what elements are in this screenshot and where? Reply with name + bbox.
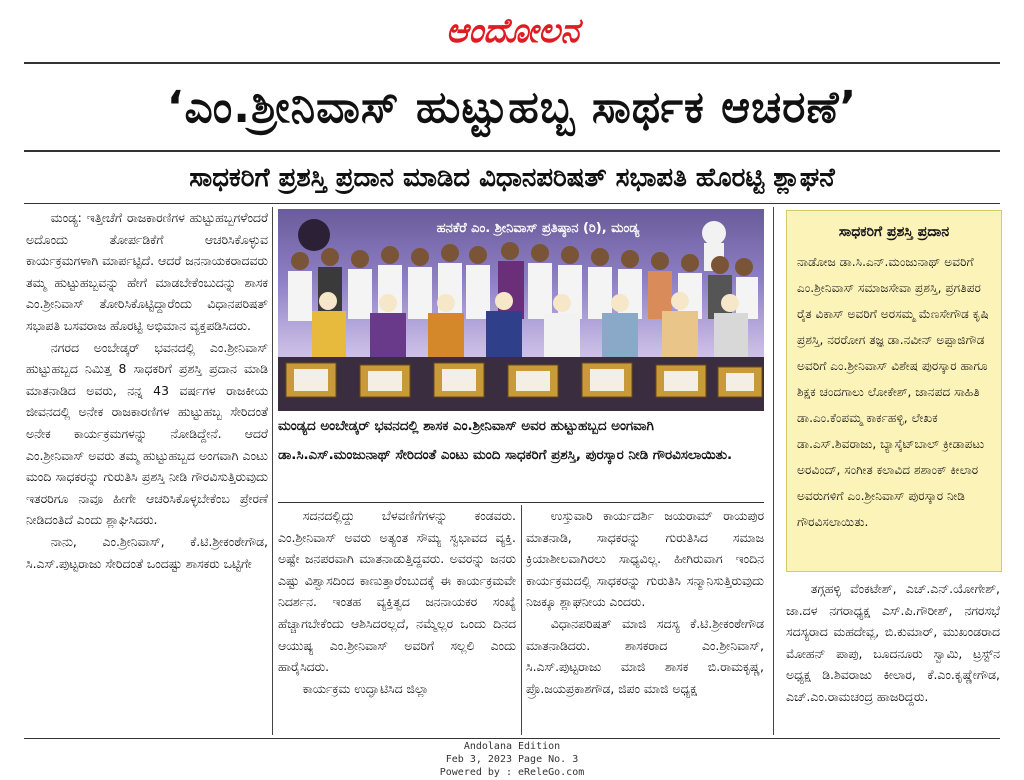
sidebar-title: ಸಾಧಕರಿಗೆ ಪ್ರಶಸ್ತಿ ಪ್ರದಾನ (838, 224, 950, 240)
photo-banner-text: ಹನಕೆರೆ ಎಂ. ಶ್ರೀನಿವಾಸ್ ಪ್ರತಿಷ್ಠಾನ (ರಿ), ಮಂಡ್ಯ (436, 221, 640, 236)
headline-rule (24, 150, 1000, 152)
paragraph: ವಿಧಾನಪರಿಷತ್ ಮಾಜಿ ಸದಸ್ಯ ಕೆ.ಟಿ.ಶ್ರೀಕಂಠೇಗೌಡ ಮಾತನಾಡಿದರು. ಶಾಸಕರಾದ ಎಂ.ಶ್ರೀನಿವಾಸ್, ಸಿ.ಎಸ್.ಪುಟ್ಟರಾಜು ಮಾಜಿ ಶಾಸಕ ಬಿ.ರಾಮಕೃಷ್ಣ, ಪ್ರೊ.ಜಯಪ್ರಕಾಶಗೌಡ, ಜಿಪಂ ಮಾಜಿ ಅಧ್ಯಕ್ಷ (526, 615, 764, 696)
event-photo (278, 209, 764, 411)
edition-date-page: Feb 3, 2023 Page No. 3 (445, 754, 579, 765)
paragraph: ತಗ್ಗಹಳ್ಳಿ ವೆಂಕಟೇಶ್, ಎಚ್.ಎನ್.ಯೋಗೇಶ್, ಜಾ.ದಳ ನಗರಾಧ್ಯಕ್ಷ ಎಸ್.ಪಿ.ಗೌರೀಶ್, ನಗರಸಭೆ ಸದಸ್ಯರಾದ ಮಹದೇವ್ಲ, ಬಿ.ಕುಮಾರ್, ಮುಖಂಡರಾದ ಮೋಹನ್ ಪಾಪು, ಬೂದನೂರು ಸ್ವಾಮಿ, ಟ್ರಸ್ಟ್‌ನ ಅಧ್ಯಕ್ಷ ಡಿ.ಶಿವರಾಜು ಕೀಲಾರ, ಕೆ.ಎಂ.ಕೃಷ್ಣೇಗೌಡ, ಎಚ್.ಎಂ.ರಾಮಚಂದ್ರ ಹಾಜರಿದ್ದರು. (786, 581, 1000, 704)
column-divider (521, 505, 522, 735)
article-column-4 (786, 578, 1000, 735)
sidebar-body: ನಾಡೋಜ ಡಾ.ಸಿ.ಎನ್.ಮಂಜುನಾಥ್ ಅವರಿಗೆ ಎಂ.ಶ್ರೀನಿವಾಸ್ ಸಮಾಜಸೇವಾ ಪ್ರಶಸ್ತಿ, ಪ್ರಗತಿಪರ ರೈತ ವಿಕಾಸ್ ಅವರಿಗೆ ಅರಸಮ್ಮ ಮೆಣಸೇಗೌಡ ಕೃಷಿ ಪ್ರಶಸ್ತಿ, ನರರೋಗ ತಜ್ಞ ಡಾ.ನವೀನ್ ಅಪ್ಪಾಜಿಗೌಡ ಅವರಿಗೆ ಎಂ.ಶ್ರೀನಿವಾಸ್ ವಿಶೇಷ ಪುರಸ್ಕಾರ ಹಾಗೂ ಶಿಕ್ಷಕ ಚಂದಗಾಲು ಲೋಕೇಶ್, ಜಾನಪದ ಸಾಹಿತಿ ಡಾ.ಎಂ.ಕೆಂಪಮ್ಮ ಕಾರ್ಕಹಳ್ಳಿ, ಲೇಖಕ ಡಾ.ಎಸ್.ಶಿವರಾಜು, ಬ್ಯಾಸ್ಕೆಟ್‌ಬಾಲ್ ಕ್ರೀಡಾಪಟು ಅರವಿಂದ್, ಸಂಗೀತ ಕಲಾವಿದ ಶಶಾಂಕ್ ಕೀಲಾರ ಅವರುಗಳಿಗೆ ಎಂ.ಶ್ರೀನಿವಾಸ್ ಪುರಸ್ಕಾರ ನೀಡಿ ಗೌರವಿಸಲಾಯಿತು. (797, 255, 989, 529)
award-ceremony-illustration (278, 209, 764, 411)
photo-caption: ಮಂಡ್ಯದ ಅಂಬೇಡ್ಕರ್ ಭವನದಲ್ಲಿ ಶಾಸಕ ಎಂ.ಶ್ರೀನಿವಾಸ್ ಅವರ ಹುಟ್ಟುಹಬ್ಬದ ಅಂಗವಾಗಿ ಡಾ.ಸಿ.ಎಸ್.ಮಂಜುನಾಥ್ ಸೇರಿದಂತೆ ಎಂಟು ಮಂದಿ ಸಾಧಕರಿಗೆ ಪ್ರಶಸ್ತಿ, ಪುರಸ್ಕಾರ ನೀಡಿ ಗೌರವಿಸಲಾಯಿತು. (278, 419, 733, 463)
article-column-1 (26, 207, 268, 734)
page-footer (0, 740, 1024, 780)
headline: ‘ಎಂ.ಶ್ರೀನಿವಾಸ್ ಹುಟ್ಟುಹಬ್ಬ ಸಾರ್ಥಕ ಆಚರಣೆ’ (166, 82, 858, 133)
column-divider (272, 207, 273, 735)
subheadline: ಸಾಧಕರಿಗೆ ಪ್ರಶಸ್ತಿ ಪ್ರದಾನ ಮಾಡಿದ ವಿಧಾನಪರಿಷತ್ ಸಭಾಪತಿ ಹೊರಟ್ಟಿ ಶ್ಲಾಘನೆ (189, 163, 835, 193)
top-rule (24, 62, 1000, 64)
powered-by-text: Powered by : eReleGo.com (439, 767, 585, 778)
edition-name: Andolana Edition (463, 741, 561, 752)
article-column-3 (526, 505, 764, 735)
paragraph: ನಾನು, ಎಂ.ಶ್ರೀನಿವಾಸ್, ಕೆ.ಟಿ.ಶ್ರೀಕಂಠೇಗೌಡ, ಸಿ.ಎಸ್.ಪುಟ್ಟರಾಜು ಸೇರಿದಂತೆ ಒಂದಷ್ಟು ಶಾಸಕರು ಒಟ್ಟಿಗೇ (26, 533, 268, 571)
awards-sidebar-box (786, 210, 1002, 572)
andolana-logo: ಆಂದೋಲನ (445, 11, 580, 51)
paragraph: ಕಾರ್ಯಕ್ರಮ ಉದ್ಘಾಟಿಸಿದ ಜಿಲ್ಲಾ (302, 680, 429, 696)
subheadline-rule (24, 203, 1000, 204)
caption-rule (278, 502, 764, 503)
paragraph: ಮಂಡ್ಯ: ಇತ್ತೀಚೆಗೆ ರಾಜಕಾರಣಿಗಳ ಹುಟ್ಟುಹಬ್ಬಗಳೆಂದರೆ ಅದೊಂದು ತೋರ್ಪಡಿಕೆಗೆ ಆಚರಿಸಿಕೊಳ್ಳುವ ಕಾರ್ಯಕ್ರಮಗಳಾಗಿ ಮಾರ್ಪಟ್ಟಿದೆ. ಆದರೆ ಜನನಾಯಕರಾದವರು ತಮ್ಮ ಹುಟ್ಟುಹಬ್ಬವನ್ನು ಹೇಗೆ ಮಾಡಬೇಕೆಂಬುದನ್ನು ಶಾಸಕ ಎಂ.ಶ್ರೀನಿವಾಸ್ ತೋರಿಸಿಕೊಟ್ಟಿದ್ದಾರೆಂದು ವಿಧಾನಪರಿಷತ್ ಸಭಾಪತಿ ಬಸವರಾಜ ಹೊರಟ್ಟಿ ಅಭಿಮಾನ ವ್ಯಕ್ತಪಡಿಸಿದರು. (26, 210, 268, 333)
column-divider (773, 207, 774, 735)
footer-rule (24, 738, 1000, 739)
paragraph: ಸದನದಲ್ಲಿದ್ದು ಬೆಳವಣಿಗೆಗಳನ್ನು ಕಂಡವರು. ಎಂ.ಶ್ರೀನಿವಾಸ್ ಅವರು ಅತ್ಯಂತ ಸೌಮ್ಯ ಸ್ವಭಾವದ ವ್ಯಕ್ತಿ. ಅಷ್ಟೇ ಜನಪರವಾಗಿ ಮಾತನಾಡುತ್ತಿದ್ದವರು. ಅವರನ್ನು ಜನರು ಎಷ್ಟು ವಿಶ್ವಾಸದಿಂದ ಕಾಣುತ್ತಾರೆಂಬುದಕ್ಕೆ ಈ ಕಾರ್ಯಕ್ರಮವೇ ನಿದರ್ಶನ. ಇಂತಹ ವ್ಯಕ್ತಿತ್ವದ ಜನನಾಯಕರ ಸಂಖ್ಯೆ ಹೆಚ್ಚಾಗಬೇಕೆಂದು ಆಶಿಸಿದರಲ್ಲದೆ, ನಮ್ಮೆಲ್ಲರ ಒಂದು ದಿನದ ಆಯುಷ್ಯ ಎಂ.ಶ್ರೀನಿವಾಸ್ ಅವರಿಗೆ ಸಲ್ಲಲಿ ಎಂದು ಹಾರೈಸಿದರು. (278, 508, 516, 675)
masthead (0, 0, 1024, 64)
article-column-2 (278, 505, 516, 735)
paragraph: ಉಸ್ತುವಾರಿ ಕಾರ್ಯದರ್ಶಿ ಜಯರಾಮ್ ರಾಯಪುರ ಮಾತನಾಡಿ, ಸಾಧಕರನ್ನು ಗುರುತಿಸಿದ ಸಮಾಜ ಕ್ರಿಯಾಶೀಲವಾಗಿರಲು ಸಾಧ್ಯವಿಲ್ಲ. ಹೀಗಿರುವಾಗ ಇಂದಿನ ಕಾರ್ಯಕ್ರಮದಲ್ಲಿ ಸಾಧಕರನ್ನು ಗುರುತಿಸಿ ಸನ್ಮಾನಿಸುತ್ತಿರುವುದು ನಿಜಕ್ಕೂ ಶ್ಲಾಘನೀಯ ಎಂದರು. (526, 508, 764, 610)
paragraph: ನಗರದ ಅಂಬೇಡ್ಕರ್ ಭವನದಲ್ಲಿ ಎಂ.ಶ್ರೀನಿವಾಸ್ ಹುಟ್ಟುಹಬ್ಬದ ನಿಮಿತ್ತ 8 ಸಾಧಕರಿಗೆ ಪ್ರಶಸ್ತಿ ಪ್ರದಾನ ಮಾಡಿ ಮಾತನಾಡಿದ ಅವರು, ನನ್ನ 43 ವರ್ಷಗಳ ರಾಜಕೀಯ ಜೀವನದಲ್ಲಿ ಅನೇಕ ರಾಜಕಾರಣಿಗಳ ಹುಟ್ಟುಹಬ್ಬ ಸೇರಿದಂತೆ ಅನೇಕ ಕಾರ್ಯಕ್ರಮಗಳನ್ನು ನೋಡಿದ್ದೇನೆ. ಆದರೆ ಎಂ.ಶ್ರೀನಿವಾಸ್ ಅವರು ತಮ್ಮ ಹುಟ್ಟುಹಬ್ಬದ ಅಂಗವಾಗಿ ಎಂಟು ಮಂದಿ ಸಾಧಕರನ್ನು ಗುರುತಿಸಿ ಪ್ರಶಸ್ತಿ ನೀಡಿ ಗೌರವಿಸುತ್ತಿರುವುದು ಇತರರಿಗೂ ನಾವೂ ಹೀಗೇ ಆಚರಿಸಿಕೊಳ್ಳಬೇಕೆಂಬ ಪ್ರೇರಣೆ ನೀಡಿದಂತಿದೆ ಎಂದು ಶ್ಲಾಘಿಸಿದರು. (26, 339, 268, 528)
